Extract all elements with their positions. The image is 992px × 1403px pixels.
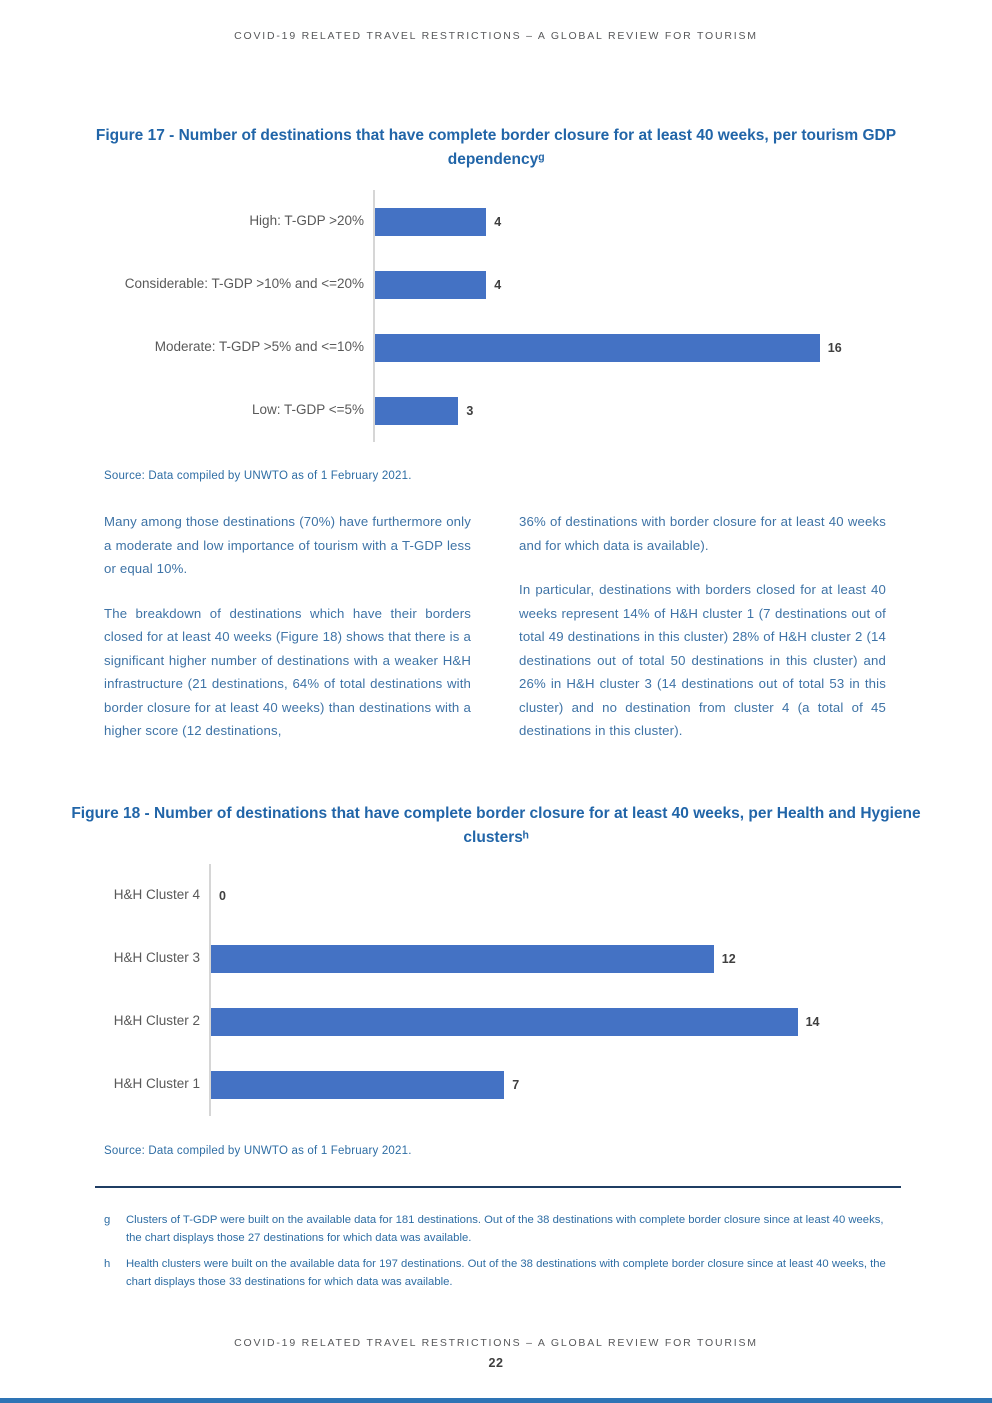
plot-area <box>373 379 900 442</box>
plot-area <box>373 190 900 253</box>
paragraph: Many among those destinations (70%) have furthermore only a moderate and low importance of tourism with a T-GDP less or equal 10%. <box>104 514 471 576</box>
plot-area <box>209 990 912 1053</box>
figure17-title: Figure 17 - Number of destinations that have complete border closure for at least 40 weeks, per tourism GDP dependencyᵍ <box>95 127 897 169</box>
chart-row <box>92 990 912 1053</box>
category-label: Considerable: T-GDP >10% and <=20% <box>124 276 364 292</box>
footnote-g <box>104 1212 894 1247</box>
page-footer: COVID-19 RELATED TRAVEL RESTRICTIONS – A GLOBAL REVIEW FOR TOURISM <box>234 1337 758 1349</box>
bottom-accent-band <box>0 1398 992 1403</box>
category-label: High: T-GDP >20% <box>249 213 364 229</box>
chart-row <box>92 927 912 990</box>
bar <box>375 208 486 236</box>
category-label: H&H Cluster 3 <box>113 950 200 966</box>
category-label: Moderate: T-GDP >5% and <=10% <box>154 339 364 355</box>
page-number: 22 <box>488 1356 504 1370</box>
category-label: Low: T-GDP <=5% <box>251 402 364 418</box>
footnote-marker: h <box>104 1258 111 1270</box>
bar-value-label: 3 <box>466 403 474 418</box>
category-label: H&H Cluster 2 <box>113 1013 200 1029</box>
chart-row <box>100 190 900 253</box>
footnote-divider <box>95 1186 901 1188</box>
chart-row <box>92 1053 912 1116</box>
plot-area <box>209 927 912 990</box>
bar <box>375 334 820 362</box>
bar-value-label: 7 <box>512 1077 520 1092</box>
footnote-text: Health clusters were built on the available data for 197 destinations. Out of the 38 destinations with complete border closure since at least 40 weeks, the chart displays those 33 destinations for which data was available. <box>126 1258 886 1288</box>
bar-value-label: 4 <box>494 214 502 229</box>
paragraph: The breakdown of destinations which have their borders closed for at least 40 weeks (Figure 18) shows that there is a significant higher number of destinations with a weaker H&H infrastructure (21 destinations, 64% of total destinations with border closure for at least 40 weeks) than destinations with a higher score (12 destinations, <box>104 605 471 738</box>
figure18-title: Figure 18 - Number of destinations that have complete border closure for at least 40 weeks, per Health and Hygiene clustersʰ <box>71 805 921 847</box>
footnote-text: Clusters of T-GDP were built on the available data for 181 destinations. Out of the 38 destinations with complete border closure since at least 40 weeks, the chart displays those 27 destinations for which data was available. <box>126 1214 884 1244</box>
plot-area <box>209 864 912 927</box>
bar <box>211 1071 504 1099</box>
figure17-bar-chart <box>100 190 900 442</box>
chart-row <box>100 253 900 316</box>
plot-area <box>209 1053 912 1116</box>
body-right-column <box>519 510 886 764</box>
bar-value-label: 4 <box>494 277 502 292</box>
category-label: H&H Cluster 4 <box>113 887 200 903</box>
bar-value-label: 14 <box>805 1014 820 1029</box>
bar <box>211 945 714 973</box>
bar-value-label: 12 <box>721 951 736 966</box>
footnote-marker: g <box>104 1214 111 1226</box>
bar <box>211 1008 798 1036</box>
figure18-source: Source: Data compiled by UNWTO as of 1 February 2021. <box>104 1145 412 1157</box>
body-text <box>104 510 886 764</box>
plot-area <box>373 253 900 316</box>
bar <box>375 397 458 425</box>
chart-row <box>100 316 900 379</box>
paragraph: 36% of destinations with border closure for at least 40 weeks and for which data is available). <box>519 514 886 553</box>
bar <box>375 271 486 299</box>
bar-value-label: 0 <box>219 888 226 903</box>
figure18-bar-chart <box>92 864 912 1116</box>
body-left-column <box>104 510 471 764</box>
page-header: COVID-19 RELATED TRAVEL RESTRICTIONS – A GLOBAL REVIEW FOR TOURISM <box>234 30 758 42</box>
chart-row <box>92 864 912 927</box>
footnotes <box>104 1212 894 1300</box>
figure17-source: Source: Data compiled by UNWTO as of 1 February 2021. <box>104 470 412 482</box>
footnote-h <box>104 1256 894 1291</box>
category-label: H&H Cluster 1 <box>113 1076 200 1092</box>
paragraph: In particular, destinations with borders closed for at least 40 weeks represent 14% of H&H cluster 1 (7 destinations out of total 49 destinations in this cluster) 28% of H&H cluster 2 (14 destinations out of total 50 destinations in this cluster) and 26% in H&H cluster 3 (14 destinations out of total 53 in this cluster) and no destination from cluster 4 (a total of 45 destinations in this cluster). <box>519 582 886 738</box>
chart-row <box>100 379 900 442</box>
plot-area <box>373 316 900 379</box>
bar-value-label: 16 <box>827 340 842 355</box>
